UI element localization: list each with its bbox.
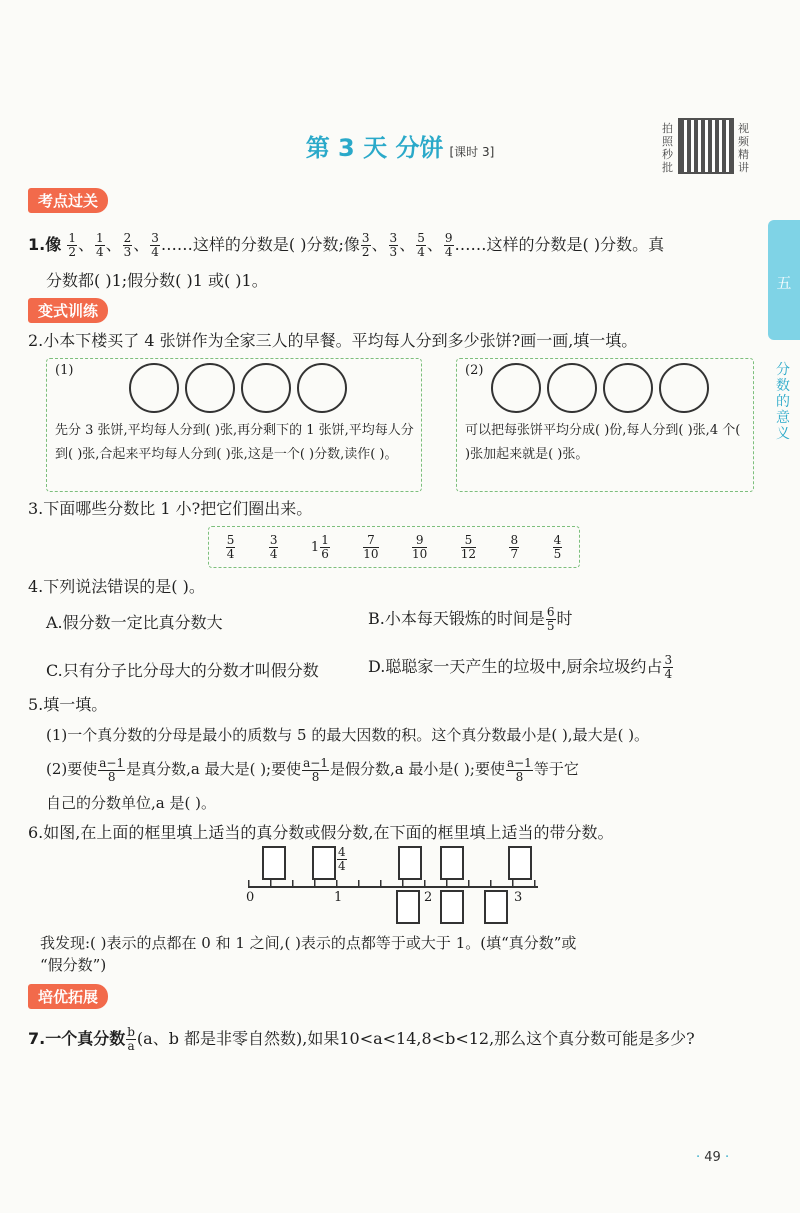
number-line xyxy=(248,886,538,888)
answer-box xyxy=(508,846,532,880)
fraction-item[interactable]: $\frac{8}{7}$ xyxy=(510,532,519,561)
number-line-figure: $\frac{4}{4}$ 0 1 2 3 xyxy=(240,846,550,926)
question-6: 6.如图,在上面的框里填上适当的真分数或假分数,在下面的框里填上适当的带分数。 xyxy=(28,823,614,842)
q5-part-2: (2)要使 $\frac{a-1}{8}$ 是真分数,a 最大是( );要使 $\frac{a-1}{8}$ 是假分数,a 最小是( );要使 $\frac{a-1}{8}$ 等于它 xyxy=(46,755,579,784)
q5-part-1: (1)一个真分数的分母是最小的质数与 5 的最大因数的积。这个真分数最小是( ),最大是( )。 xyxy=(46,726,650,744)
fraction-item[interactable]: $\frac{9}{10}$ xyxy=(412,532,428,561)
given-fraction: $\frac{4}{4}$ xyxy=(338,845,346,873)
qr-code-icon[interactable] xyxy=(678,118,734,174)
option-c: C.只有分子比分母大的分数才叫假分数 xyxy=(46,661,319,680)
pancake-icon xyxy=(241,363,291,413)
page-title: 第 3 天 分饼 [课时 3] xyxy=(305,134,495,162)
question-1-line2: 分数都( )1;假分数( )1 或( )1。 xyxy=(46,271,268,290)
fraction-item[interactable]: $\frac{7}{10}$ xyxy=(363,532,379,561)
fraction-item[interactable]: 1 $\frac{1}{6}$ xyxy=(310,532,329,561)
fraction-item[interactable]: $\frac{5}{12}$ xyxy=(460,532,477,561)
section-tag-2: 变式训练 xyxy=(28,298,108,323)
pancake-icon xyxy=(659,363,709,413)
answer-box xyxy=(484,890,508,924)
q2-box-1: (1) 先分 3 张饼,平均每人分到( )张,再分剩下的 1 张饼,平均每人分到( )张,合起来平均每人分到( )张,这是一个( )分数,读作( )。 xyxy=(46,358,422,492)
question-4: 4.下列说法错误的是( )。 xyxy=(28,577,205,596)
answer-box xyxy=(398,846,422,880)
number-line-ticks xyxy=(248,880,538,886)
q2-box-2: (2) 可以把每张饼平均分成( )份,每人分到( )张,4 个( )张加起来就是( )张。 xyxy=(456,358,754,492)
option-d: D.聪聪家一天产生的垃圾中,厨余垃圾约占 $\frac{3}{4}$ xyxy=(368,653,673,681)
pancake-icon xyxy=(547,363,597,413)
pancake-icon xyxy=(129,363,179,413)
question-2: 2.小本下楼买了 4 张饼作为全家三人的早餐。平均每人分到多少张饼?画一画,填一填。 xyxy=(28,331,638,350)
option-b: B.小本每天锻炼的时间是 $\frac{6}{5}$ 时 xyxy=(368,605,573,633)
section-tag-3: 培优拓展 xyxy=(28,984,108,1009)
question-1: 1.像 $\frac{1}{2}$ 、 $\frac{1}{4}$ 、 $\frac{2}{3}$ 、 $\frac{3}{4}$ ……这样的分数是( )分数;像 $\frac{3}{2}$ 、 $\frac{3}{3}$ 、 $\frac{5}{4}$ 、 $\frac{9}{4}$ ……这样的分数是( )分数。真 xyxy=(28,231,665,259)
pancake-icon xyxy=(491,363,541,413)
fraction-item[interactable]: $\frac{3}{4}$ xyxy=(269,532,278,561)
page-number: · 49 · xyxy=(696,1150,730,1165)
answer-box xyxy=(396,890,420,924)
unit-label: 五 xyxy=(776,274,792,292)
q5-part-2-line2: 自己的分数单位,a 是( )。 xyxy=(46,794,216,812)
topic-label: 分数的意义 xyxy=(776,362,790,442)
answer-box xyxy=(440,846,464,880)
fraction-item[interactable]: $\frac{4}{5}$ xyxy=(553,532,562,561)
answer-box xyxy=(440,890,464,924)
lesson-label: [课时 3] xyxy=(449,145,495,159)
pancake-icon xyxy=(185,363,235,413)
unit-tab xyxy=(768,220,800,340)
pancake-icon xyxy=(297,363,347,413)
question-3: 3.下面哪些分数比 1 小?把它们圈出来。 xyxy=(28,499,313,518)
answer-box xyxy=(262,846,286,880)
pancake-icon xyxy=(603,363,653,413)
option-a: A.假分数一定比真分数大 xyxy=(46,613,223,632)
q6-finding: 我发现:( )表示的点都在 0 和 1 之间,( )表示的点都等于或大于 1。(填“真分数”或 xyxy=(40,934,577,952)
section-tag-1: 考点过关 xyxy=(28,188,108,213)
q3-fraction-box xyxy=(208,526,580,568)
qr-right-label: 视频精讲 xyxy=(738,122,749,174)
answer-box xyxy=(312,846,336,880)
question-5: 5.填一填。 xyxy=(28,695,108,714)
qr-left-label: 拍照秒批 xyxy=(662,122,673,174)
question-7: 7.一个真分数 $\frac{b}{a}$ (a、b 都是非零自然数),如果10<a<14,8<b<12,那么这个真分数可能是多少? xyxy=(28,1025,695,1053)
fraction-item[interactable]: $\frac{5}{4}$ xyxy=(226,532,235,561)
q6-finding-line2: “假分数”) xyxy=(40,956,107,974)
